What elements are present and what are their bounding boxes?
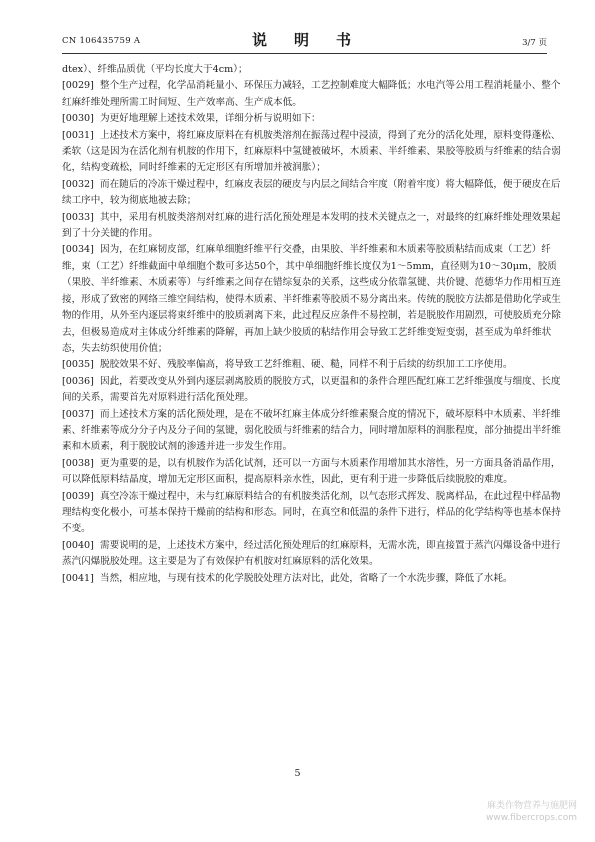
- paragraph-text: 真空冷冻干燥过程中，未与红麻原料结合的有机胺类活化剂，以气态形式挥发、脱离样品，在此过程中样品物理结构变化极小，可基本保持干燥前的结构和形态。同时，在真空和低温的条件下进行，样品的化学结构等也基本保持不变。: [62, 490, 561, 535]
- paragraph-0034: [62, 242, 562, 357]
- paragraph-number: [0029]: [62, 80, 94, 92]
- paragraph-number: [0033]: [62, 211, 94, 223]
- paragraph-0037: [62, 407, 562, 456]
- paragraph-number: [0041]: [62, 572, 94, 584]
- paragraph-0038: [62, 456, 562, 489]
- paragraph-text: 脱胶效果不好、残胶率偏高，将导致工艺纤维粗、硬、糙，同样不利于后续的纺织加工工序使用。: [100, 359, 513, 371]
- paragraph-text: 需要说明的是，上述技术方案中，经过活化预处理后的红麻原料，无需水洗，即直接置于蒸汽闪爆设备中进行蒸汽闪爆脱胶处理。这主要是为了有效保护有机胺对红麻原料的活化效果。: [62, 539, 561, 568]
- paragraph-number: [0038]: [62, 457, 94, 469]
- paragraph-number: [0037]: [62, 408, 94, 420]
- paragraph-number: [0040]: [62, 539, 94, 551]
- document-body: [62, 62, 562, 587]
- page-header: [62, 26, 547, 56]
- paragraph-0032: [62, 177, 562, 210]
- page-indicator: 3/7 页: [522, 38, 547, 48]
- paragraph-text: 因为，在红麻韧皮部，红麻单细胞纤维平行交叠，由果胶、半纤维素和木质素等胶质粘结而成束（工艺）纤维，束（工艺）纤维截面中单细胞个数可多达50个，其中单细胞纤维长度仅为1～5mm，直径则为10～30μm，胶质（果胶、半纤维素、木质素等）与纤维素之间存在错综复杂的关系，这些成分依靠氢键、共价键、范德华力作用相互连接，形成了致密的网络三维空间结构，使得木质素、半纤维素等胶质不易分离出来。传统的脱胶方法都是借助化学或生物的作用，从外至内逐层将束纤维中的胶质剥离下来，此过程反应条件不易控制，若是脱胶作用剧烈，可使胶质充分除去，但极易造成对主体成分纤维素的降解，再加上缺少胶质的粘结作用会导致工艺纤维变短变弱，甚至成为单纤维状态，失去纺织使用价值；: [62, 244, 561, 354]
- paragraph-text: 因此，若要改变从外到内逐层剥离胶质的脱胶方式，以更温和的条件合理匹配红麻工艺纤维强度与细度、长度间的关系，需要首先对原料进行活化预处理。: [62, 375, 561, 404]
- paragraph-number: [0031]: [62, 129, 94, 141]
- continued-text: dtex）、纤维品质优（平均长度大于4cm）；: [62, 64, 248, 75]
- paragraph-text: 更为重要的是，以有机胺作为活化试剂，还可以一方面与木质素作用增加其水溶性，另一方面具备消晶作用，可以降低原料结晶度，增加无定形区面积，提高原料亲水性，因此，更有利于进一步降低后续脱胶的难度。: [62, 457, 561, 486]
- paragraph-number: [0036]: [62, 375, 94, 387]
- paragraph-text: 而在随后的冷冻干燥过程中，红麻皮表层的硬皮与内层之间结合牢度（附着牢度）将大幅降低，便于硬皮在后续工序中，较为彻底地被去除；: [62, 178, 561, 207]
- paragraph-number: [0039]: [62, 490, 94, 502]
- document-title: 说 明 书: [251, 31, 357, 49]
- paragraph-text: 为更好地理解上述技术效果，详细分析与说明如下：: [100, 113, 321, 125]
- paragraph-number: [0032]: [62, 178, 94, 190]
- paragraph-0041: [62, 571, 562, 587]
- watermark-url: www.fibercrops.com: [486, 813, 577, 823]
- watermark-site-name: 麻类作物营养与施肥网: [486, 801, 577, 811]
- paragraph-0033: [62, 210, 562, 243]
- paragraph-0031: [62, 128, 562, 177]
- page-number: 5: [294, 768, 301, 779]
- paragraph-0036: [62, 374, 562, 407]
- site-watermark: [486, 800, 577, 824]
- paragraph-text: 上述技术方案中，将红麻皮原料在有机胺类溶剂在振荡过程中浸渍，得到了充分的活化处理，原料变得蓬松、柔软（这是因为在活化剂有机胺的作用下，红麻原料中氢键被破坏，木质素、半纤维素、果胶等胶质与纤维素的结合弱化，结构变疏松，同时纤维素的无定形区有所增加并被润胀）；: [62, 129, 561, 174]
- paragraph-0039: [62, 489, 562, 538]
- paragraph-number: [0035]: [62, 359, 94, 371]
- paragraph-0029: [62, 78, 562, 111]
- paragraph-text: 整个生产过程，化学品消耗量小、环保压力减轻，工艺控制难度大幅降低；水电汽等公用工程消耗量小、整个红麻纤维处理所需工时间短、生产效率高、生产成本低。: [62, 80, 561, 108]
- header-rule: [62, 53, 547, 54]
- paragraph-number: [0030]: [62, 113, 94, 125]
- patent-number: CN 106435759 A: [62, 36, 141, 46]
- paragraph-number: [0034]: [62, 244, 94, 256]
- paragraph-text: 而上述技术方案的活化预处理，是在不破坏红麻主体成分纤维素聚合度的情况下，破坏原料中木质素、半纤维素、纤维素等成分分子内及分子间的氢键，弱化胶质与纤维素的结合力，同时增加原料的润胀程度，部分抽提出半纤维素和木质素，利于脱胶试剂的渗透并进一步发生作用。: [62, 408, 561, 453]
- paragraph-0030: [62, 111, 562, 127]
- paragraph-text: 其中，采用有机胺类溶剂对红麻的进行活化预处理是本发明的技术关键点之一，对最终的红麻纤维处理效果起到了十分关键的作用。: [62, 211, 561, 240]
- paragraph-text: 当然，相应地，与现有技术的化学脱胶处理方法对比，此处，省略了一个水洗步骤，降低了水耗。: [100, 572, 513, 584]
- paragraph-0040: [62, 538, 562, 571]
- paragraph-0035: [62, 357, 562, 373]
